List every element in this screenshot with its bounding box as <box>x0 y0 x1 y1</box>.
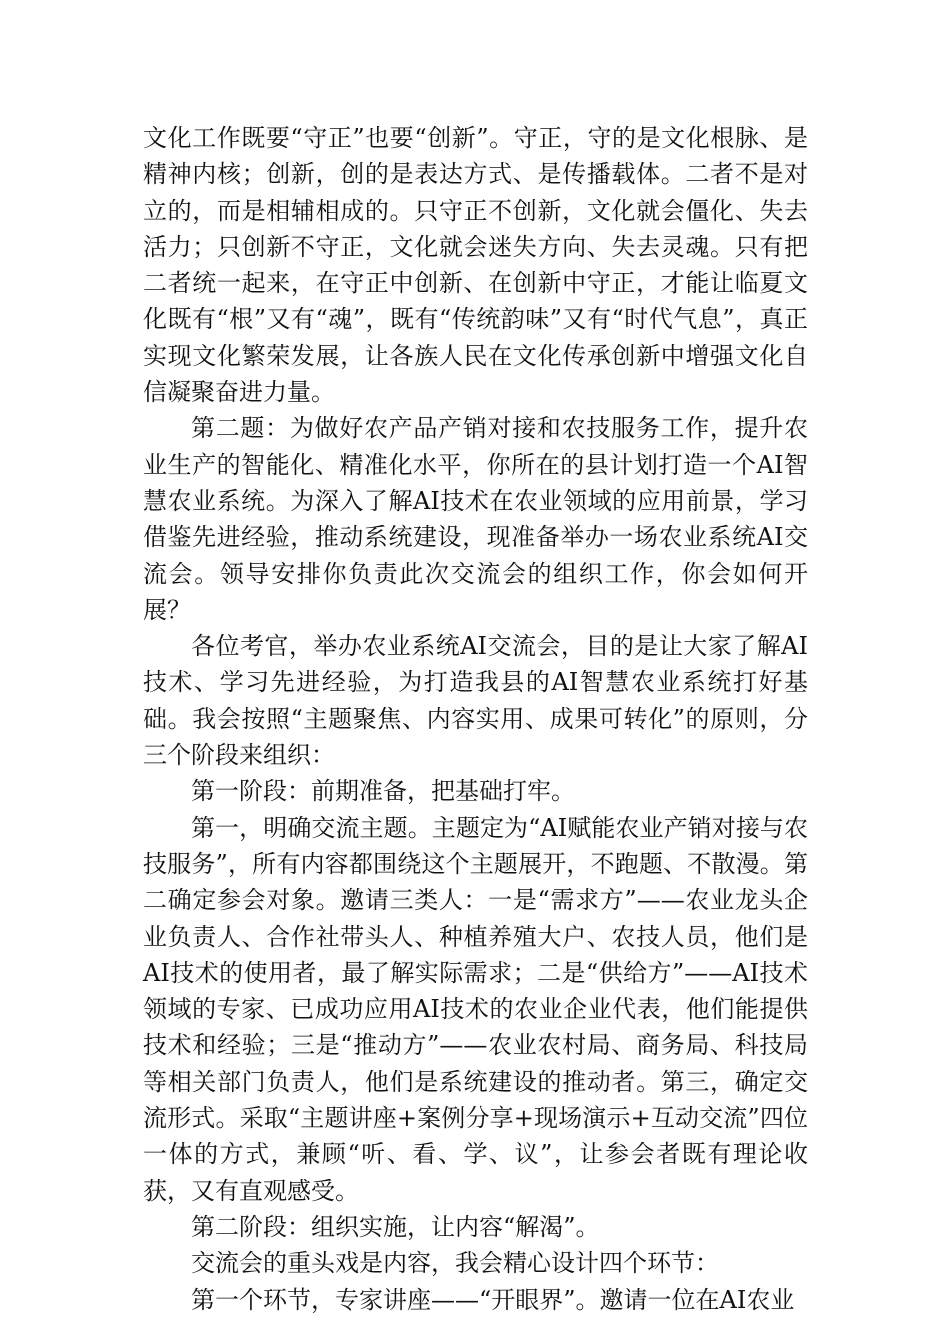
paragraph-6-stage-two-heading: 第二阶段：组织实施，让内容“解渴”。 <box>191 1212 600 1241</box>
paragraph-1: 文化工作既要“守正”也要“创新”。守正，守的是文化根脉、是精神内核；创新，创的是表达方式、是传播载体。二者不是对立的，而是相辅相成的。只守正不创新，文化就会僵化、失去活力；只创新不守正，文化就会迷失方向、失去灵魂。只有把二者统一起来，在守正中创新、在创新中守正，才能让临夏文化既有“根”又有“魂”，既有“传统韵味”又有“时代气息”，真正实现文化繁荣发展，让各族人民在文化传承创新中增强文化自信凝聚奋进力量。 <box>143 124 808 407</box>
paragraph-3: 各位考官，举办农业系统AI交流会，目的是让大家了解AI技术、学习先进经验，为打造我县的AI智慧农业系统打好基础。我会按照“主题聚焦、内容实用、成果可转化”的原则，分三个阶段来组织： <box>143 632 808 770</box>
paragraph-4-stage-one-heading: 第一阶段：前期准备，把基础打牢。 <box>191 777 575 806</box>
paragraph-7: 交流会的重头戏是内容，我会精心设计四个环节： <box>191 1249 719 1278</box>
paragraph-5: 第一，明确交流主题。主题定为“AI赋能农业产销对接与农技服务”，所有内容都围绕这个主题展开，不跑题、不散漫。第二确定参会对象。邀请三类人：一是“需求方”——农业龙头企业负责人、合作社带头人、种植养殖大户、农技人员，他们是AI技术的使用者，最了解实际需求；二是“供给方”——AI技术领域的专家、已成功应用AI技术的农业企业代表，他们能提供技术和经验；三是“推动方”——农业农村局、商务局、科技局等相关部门负责人，他们是系统建设的推动者。第三，确定交流形式。采取“主题讲座+案例分享+现场演示+互动交流”四位一体的方式，兼顾“听、看、学、议”，让参会者既有理论收获，又有直观感受。 <box>143 813 808 1205</box>
document-body <box>143 120 808 1318</box>
paragraph-2-question-title: 第二题：为做好农产品产销对接和农技服务工作，提升农业生产的智能化、精准化水平，你所在的县计划打造一个AI智慧农业系统。为深入了解AI技术在农业领域的应用前景，学习借鉴先进经验，推动系统建设，现准备举办一场农业系统AI交流会。领导安排你负责此次交流会的组织工作，你会如何开展？ <box>143 414 808 624</box>
paragraph-8: 第一个环节，专家讲座——“开眼界”。邀请一位在AI农业 <box>191 1285 795 1314</box>
